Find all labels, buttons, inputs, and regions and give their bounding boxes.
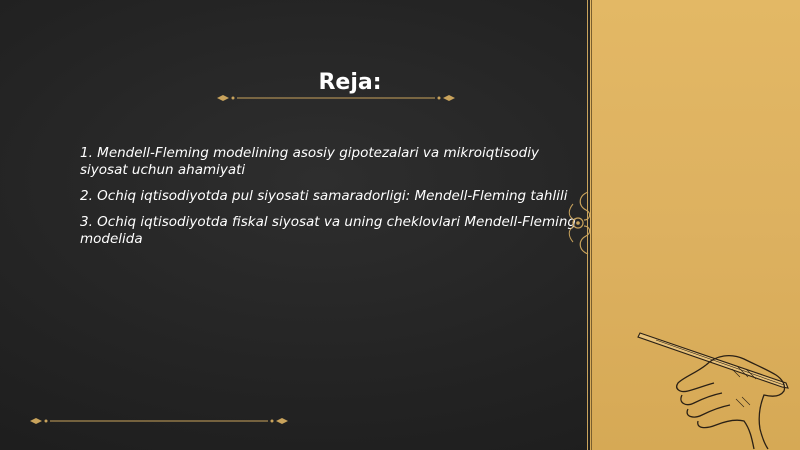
slide-title: Reja:: [318, 70, 382, 95]
agenda-list: [80, 145, 580, 257]
hand-pen-illustration: [636, 325, 800, 450]
title-divider-ornament: [215, 93, 457, 103]
agenda-item-1: 1. Mendell-Fleming modelining asosiy gipotezalari va mikroiqtisodiy siyosat uchun ahamiyati: [80, 145, 539, 178]
bottom-divider-ornament: [28, 416, 290, 426]
agenda-item-2: 2. Ochiq iqtisodiyotda pul siyosati samaradorligi: Mendell-Fleming tahlili: [80, 188, 568, 204]
agenda-item-3: 3. Ochiq iqtisodiyotda fiskal siyosat va uning cheklovlari Mendell-Fleming modelida: [80, 214, 577, 247]
side-scroll-ornament: [564, 190, 594, 256]
